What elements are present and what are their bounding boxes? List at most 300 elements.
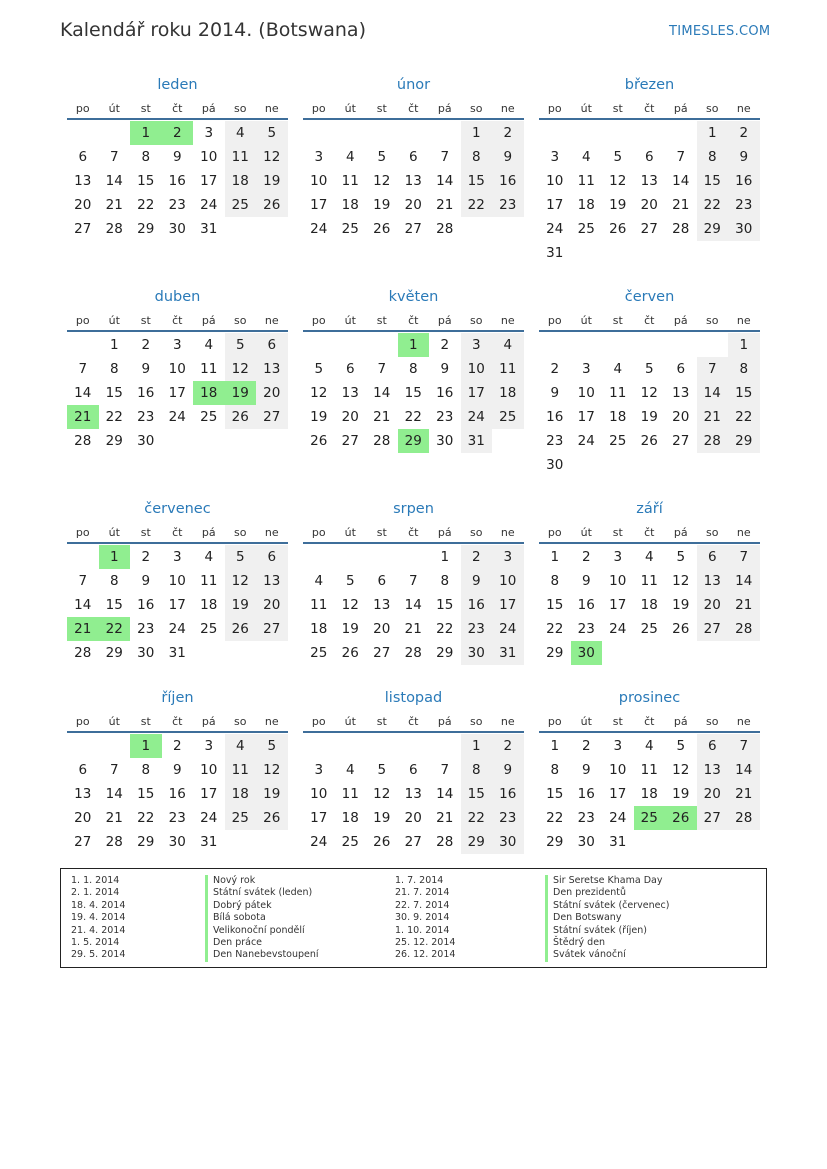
holiday-day-cell: 1 — [130, 734, 162, 758]
day-cell: 16 — [436, 385, 454, 401]
day-cell: 17 — [461, 381, 493, 405]
day-cell: 6 — [697, 545, 729, 569]
day-cell: 6 — [644, 149, 654, 165]
day-cell: 28 — [436, 834, 454, 850]
weekday-label: čt — [644, 526, 655, 539]
legend-holiday-name: Nový rok — [205, 875, 255, 887]
day-cell: 4 — [644, 549, 654, 565]
legend-date: 1. 7. 2014 — [395, 875, 444, 886]
weekday-label: čt — [172, 102, 183, 115]
day-cell: 18 — [225, 169, 257, 193]
day-cell: 9 — [440, 361, 450, 377]
day-cell: 8 — [440, 573, 450, 589]
day-cell: 10 — [310, 173, 328, 189]
day-cell: 27 — [404, 834, 422, 850]
day-cell: 15 — [105, 597, 123, 613]
day-cell: 1 — [728, 333, 760, 357]
day-cell: 7 — [78, 361, 88, 377]
day-cell: 22 — [137, 197, 155, 213]
legend-holiday-name: Den Botswany — [545, 912, 621, 924]
day-cell: 30 — [137, 645, 155, 661]
day-cell: 4 — [225, 734, 257, 758]
day-cell: 17 — [168, 385, 186, 401]
day-cell: 20 — [373, 621, 391, 637]
day-cell: 31 — [546, 245, 564, 261]
day-cell: 6 — [78, 149, 88, 165]
weekday-label: so — [470, 715, 483, 728]
day-cell: 18 — [609, 409, 627, 425]
day-cell: 16 — [577, 786, 595, 802]
day-cell: 1 — [440, 549, 450, 565]
day-cell: 13 — [341, 385, 359, 401]
day-cell: 19 — [640, 409, 658, 425]
holiday-day-cell: 29 — [398, 429, 430, 453]
weekday-label: út — [344, 715, 356, 728]
weekday-label: pá — [673, 314, 688, 327]
weekday-label: čt — [408, 715, 419, 728]
day-cell: 4 — [204, 337, 214, 353]
day-cell: 8 — [141, 762, 151, 778]
day-cell: 23 — [137, 409, 155, 425]
day-cell: 26 — [225, 405, 257, 429]
day-cell: 30 — [168, 834, 186, 850]
day-cell: 6 — [408, 762, 418, 778]
day-cell: 5 — [676, 738, 686, 754]
day-cell: 15 — [137, 173, 155, 189]
day-cell: 20 — [74, 197, 92, 213]
day-cell: 19 — [225, 593, 257, 617]
day-cell: 21 — [728, 593, 760, 617]
weekday-label: ne — [736, 314, 751, 327]
month-name: říjen — [161, 690, 194, 706]
day-cell: 19 — [672, 786, 690, 802]
weekday-label: čt — [172, 314, 183, 327]
day-cell: 19 — [310, 409, 328, 425]
weekday-label: út — [108, 715, 120, 728]
day-cell: 15 — [105, 385, 123, 401]
day-cell: 1 — [461, 121, 493, 145]
day-cell: 18 — [577, 197, 595, 213]
day-cell: 1 — [461, 734, 493, 758]
day-cell: 18 — [225, 782, 257, 806]
day-cell: 28 — [74, 645, 92, 661]
day-cell: 12 — [225, 357, 257, 381]
weekday-label: st — [140, 526, 151, 539]
day-cell: 22 — [728, 405, 760, 429]
weekday-label: st — [140, 102, 151, 115]
weekday-label: ne — [736, 526, 751, 539]
weekday-label: pá — [437, 526, 452, 539]
day-cell: 6 — [345, 361, 355, 377]
day-cell: 9 — [141, 361, 151, 377]
day-cell: 5 — [644, 361, 654, 377]
legend-holiday-name: Státní svátek (červenec) — [545, 900, 669, 912]
weekday-label: čt — [172, 526, 183, 539]
day-cell: 13 — [74, 786, 92, 802]
day-cell: 10 — [546, 173, 564, 189]
day-cell: 3 — [172, 549, 182, 565]
day-cell: 15 — [137, 786, 155, 802]
weekday-label: ne — [264, 526, 279, 539]
weekday-label: pá — [673, 526, 688, 539]
weekday-label: st — [612, 314, 623, 327]
weekday-label: po — [75, 526, 90, 539]
day-cell: 29 — [546, 645, 564, 661]
weekday-label: po — [311, 526, 326, 539]
day-cell: 31 — [200, 221, 218, 237]
legend-holiday-name: Státní svátek (leden) — [205, 887, 312, 899]
legend-date: 25. 12. 2014 — [395, 937, 456, 948]
weekday-label: po — [547, 715, 562, 728]
day-cell: 19 — [373, 810, 391, 826]
day-cell: 29 — [105, 433, 123, 449]
day-cell: 26 — [373, 221, 391, 237]
day-cell: 8 — [550, 573, 560, 589]
weekday-label: st — [612, 526, 623, 539]
weekday-label: so — [706, 715, 719, 728]
day-cell: 13 — [640, 173, 658, 189]
day-cell: 30 — [436, 433, 454, 449]
weekday-label: st — [612, 715, 623, 728]
day-cell: 5 — [613, 149, 623, 165]
day-cell: 26 — [672, 621, 690, 637]
weekday-label: so — [706, 102, 719, 115]
day-cell: 11 — [200, 361, 218, 377]
day-cell: 5 — [225, 545, 257, 569]
day-cell: 4 — [581, 149, 591, 165]
day-cell: 1 — [697, 121, 729, 145]
day-cell: 3 — [613, 738, 623, 754]
day-cell: 14 — [697, 381, 729, 405]
day-cell: 10 — [168, 573, 186, 589]
day-cell: 29 — [137, 834, 155, 850]
day-cell: 5 — [676, 549, 686, 565]
legend-date: 19. 4. 2014 — [71, 912, 126, 924]
day-cell: 4 — [492, 333, 524, 357]
legend-holiday-name: Svátek vánoční — [545, 949, 626, 961]
day-cell: 11 — [640, 762, 658, 778]
legend-date: 22. 7. 2014 — [395, 899, 450, 911]
day-cell: 30 — [168, 221, 186, 237]
day-cell: 5 — [377, 149, 387, 165]
day-cell: 18 — [492, 381, 524, 405]
day-cell: 5 — [345, 573, 355, 589]
weekday-label: ne — [264, 102, 279, 115]
holiday-day-cell: 22 — [99, 617, 131, 641]
day-cell: 20 — [404, 810, 422, 826]
day-cell: 12 — [310, 385, 328, 401]
day-cell: 17 — [577, 409, 595, 425]
day-cell: 23 — [546, 433, 564, 449]
day-cell: 23 — [168, 197, 186, 213]
day-cell: 25 — [609, 433, 627, 449]
weekday-label: st — [612, 102, 623, 115]
weekday-label: po — [311, 102, 326, 115]
day-cell: 4 — [613, 361, 623, 377]
day-cell: 15 — [404, 385, 422, 401]
day-cell: 18 — [640, 597, 658, 613]
day-cell: 25 — [200, 409, 218, 425]
day-cell: 30 — [137, 433, 155, 449]
day-cell: 23 — [137, 621, 155, 637]
day-cell: 29 — [105, 645, 123, 661]
day-cell: 10 — [310, 786, 328, 802]
day-cell: 9 — [461, 569, 493, 593]
day-cell: 21 — [728, 782, 760, 806]
day-cell: 13 — [373, 597, 391, 613]
day-cell: 21 — [373, 409, 391, 425]
day-cell: 12 — [256, 145, 288, 169]
weekday-label: pá — [201, 526, 216, 539]
day-cell: 26 — [256, 806, 288, 830]
day-cell: 12 — [672, 573, 690, 589]
weekday-label: út — [580, 526, 592, 539]
weekday-label: ne — [736, 102, 751, 115]
day-cell: 9 — [492, 758, 524, 782]
weekday-header — [67, 524, 288, 544]
day-cell: 7 — [440, 149, 450, 165]
day-cell: 11 — [341, 173, 359, 189]
weekday-label: út — [344, 102, 356, 115]
day-cell: 10 — [200, 762, 218, 778]
weekday-label: čt — [644, 715, 655, 728]
day-cell: 8 — [728, 357, 760, 381]
day-cell: 22 — [461, 193, 493, 217]
day-cell: 13 — [256, 357, 288, 381]
day-cell: 16 — [461, 593, 493, 617]
weekday-label: po — [311, 314, 326, 327]
day-cell: 21 — [105, 810, 123, 826]
day-cell: 3 — [550, 149, 560, 165]
weekday-header — [67, 312, 288, 332]
day-cell: 8 — [461, 758, 493, 782]
month-name: květen — [388, 289, 439, 305]
day-cell: 12 — [256, 758, 288, 782]
weekday-label: ne — [500, 102, 515, 115]
day-cell: 19 — [341, 621, 359, 637]
day-cell: 8 — [550, 762, 560, 778]
day-cell: 24 — [577, 433, 595, 449]
weekday-label: st — [376, 314, 387, 327]
day-cell: 3 — [461, 333, 493, 357]
weekday-label: ne — [264, 715, 279, 728]
day-cell: 2 — [440, 337, 450, 353]
day-cell: 22 — [697, 193, 729, 217]
holiday-day-cell: 1 — [130, 121, 162, 145]
day-cell: 20 — [640, 197, 658, 213]
day-cell: 3 — [204, 738, 214, 754]
day-cell: 6 — [78, 762, 88, 778]
day-cell: 11 — [492, 357, 524, 381]
day-cell: 8 — [697, 145, 729, 169]
day-cell: 31 — [168, 645, 186, 661]
weekday-label: so — [470, 526, 483, 539]
day-cell: 3 — [204, 125, 214, 141]
weekday-label: čt — [408, 102, 419, 115]
day-cell: 14 — [404, 597, 422, 613]
day-cell: 8 — [109, 361, 119, 377]
brand-link[interactable]: TIMESLES.COM — [669, 24, 771, 39]
day-cell: 7 — [408, 573, 418, 589]
day-cell: 13 — [697, 758, 729, 782]
legend-date: 30. 9. 2014 — [395, 912, 450, 924]
day-cell: 19 — [256, 782, 288, 806]
day-cell: 8 — [109, 573, 119, 589]
day-cell: 14 — [105, 173, 123, 189]
day-cell: 28 — [404, 645, 422, 661]
day-cell: 2 — [581, 738, 591, 754]
holiday-day-cell: 30 — [571, 641, 603, 665]
legend-holiday-name: Státní svátek (říjen) — [545, 925, 647, 937]
day-cell: 3 — [172, 337, 182, 353]
holiday-legend — [60, 868, 767, 968]
day-cell: 17 — [200, 173, 218, 189]
day-cell: 9 — [728, 145, 760, 169]
day-cell: 5 — [256, 121, 288, 145]
day-cell: 28 — [672, 221, 690, 237]
weekday-header — [303, 713, 524, 733]
day-cell: 31 — [461, 429, 493, 453]
day-cell: 26 — [373, 834, 391, 850]
day-cell: 11 — [609, 385, 627, 401]
day-cell: 16 — [137, 597, 155, 613]
day-cell: 12 — [225, 569, 257, 593]
day-cell: 16 — [577, 597, 595, 613]
day-cell: 20 — [672, 409, 690, 425]
month-name: srpen — [393, 501, 434, 517]
day-cell: 7 — [676, 149, 686, 165]
weekday-label: čt — [408, 314, 419, 327]
day-cell: 28 — [105, 834, 123, 850]
day-cell: 2 — [492, 121, 524, 145]
day-cell: 7 — [109, 762, 119, 778]
day-cell: 4 — [314, 573, 324, 589]
day-cell: 16 — [168, 786, 186, 802]
day-cell: 24 — [609, 621, 627, 637]
month-name: březen — [624, 77, 675, 93]
legend-holiday-name: Den práce — [205, 937, 262, 949]
day-cell: 25 — [341, 221, 359, 237]
day-cell: 25 — [640, 621, 658, 637]
day-cell: 27 — [256, 405, 288, 429]
weekday-label: pá — [437, 102, 452, 115]
day-cell: 22 — [461, 806, 493, 830]
weekday-label: út — [580, 715, 592, 728]
day-cell: 28 — [105, 221, 123, 237]
legend-holiday-name: Den Nanebevstoupení — [205, 949, 319, 961]
weekday-label: so — [234, 715, 247, 728]
day-cell: 22 — [546, 621, 564, 637]
weekday-label: út — [344, 314, 356, 327]
legend-date: 1. 1. 2014 — [71, 875, 120, 886]
day-cell: 15 — [728, 381, 760, 405]
day-cell: 14 — [74, 597, 92, 613]
weekday-label: po — [547, 314, 562, 327]
legend-date: 21. 4. 2014 — [71, 924, 126, 936]
weekday-label: čt — [408, 526, 419, 539]
day-cell: 23 — [577, 621, 595, 637]
weekday-header — [303, 312, 524, 332]
day-cell: 25 — [200, 621, 218, 637]
day-cell: 21 — [436, 810, 454, 826]
holiday-day-cell: 1 — [99, 545, 131, 569]
holiday-day-cell: 2 — [162, 121, 194, 145]
day-cell: 11 — [310, 597, 328, 613]
day-cell: 20 — [697, 782, 729, 806]
day-cell: 17 — [609, 597, 627, 613]
day-cell: 9 — [492, 145, 524, 169]
day-cell: 9 — [172, 762, 182, 778]
day-cell: 20 — [256, 593, 288, 617]
legend-date: 1. 10. 2014 — [395, 924, 450, 936]
day-cell: 5 — [314, 361, 324, 377]
day-cell: 23 — [577, 810, 595, 826]
day-cell: 29 — [697, 217, 729, 241]
day-cell: 24 — [168, 621, 186, 637]
legend-holiday-name: Štědrý den — [545, 937, 605, 949]
day-cell: 10 — [492, 569, 524, 593]
day-cell: 15 — [546, 786, 564, 802]
day-cell: 11 — [225, 758, 257, 782]
day-cell: 30 — [546, 457, 564, 473]
day-cell: 20 — [341, 409, 359, 425]
day-cell: 12 — [640, 385, 658, 401]
day-cell: 18 — [310, 621, 328, 637]
day-cell: 14 — [728, 758, 760, 782]
day-cell: 7 — [697, 357, 729, 381]
day-cell: 6 — [256, 333, 288, 357]
day-cell: 2 — [461, 545, 493, 569]
day-cell: 5 — [225, 333, 257, 357]
holiday-day-cell: 18 — [193, 381, 225, 405]
day-cell: 27 — [256, 617, 288, 641]
day-cell: 26 — [341, 645, 359, 661]
day-cell: 15 — [436, 597, 454, 613]
day-cell: 28 — [728, 617, 760, 641]
day-cell: 13 — [74, 173, 92, 189]
day-cell: 23 — [492, 193, 524, 217]
weekday-label: po — [75, 715, 90, 728]
day-cell: 8 — [141, 149, 151, 165]
day-cell: 16 — [168, 173, 186, 189]
weekday-label: ne — [500, 314, 515, 327]
day-cell: 11 — [225, 145, 257, 169]
day-cell: 25 — [492, 405, 524, 429]
weekday-label: út — [580, 102, 592, 115]
legend-date: 21. 7. 2014 — [395, 887, 450, 899]
day-cell: 25 — [341, 834, 359, 850]
day-cell: 11 — [341, 786, 359, 802]
day-cell: 12 — [373, 173, 391, 189]
legend-date: 1. 5. 2014 — [71, 937, 120, 948]
weekday-label: ne — [500, 715, 515, 728]
month-name: leden — [157, 77, 198, 93]
day-cell: 22 — [404, 409, 422, 425]
weekday-label: pá — [437, 314, 452, 327]
weekday-label: po — [547, 102, 562, 115]
day-cell: 6 — [697, 734, 729, 758]
day-cell: 15 — [461, 169, 493, 193]
weekday-label: st — [376, 102, 387, 115]
weekday-label: ne — [264, 314, 279, 327]
day-cell: 13 — [404, 786, 422, 802]
day-cell: 28 — [728, 806, 760, 830]
day-cell: 4 — [225, 121, 257, 145]
day-cell: 28 — [373, 433, 391, 449]
day-cell: 31 — [609, 834, 627, 850]
weekday-label: so — [470, 102, 483, 115]
day-cell: 14 — [436, 173, 454, 189]
